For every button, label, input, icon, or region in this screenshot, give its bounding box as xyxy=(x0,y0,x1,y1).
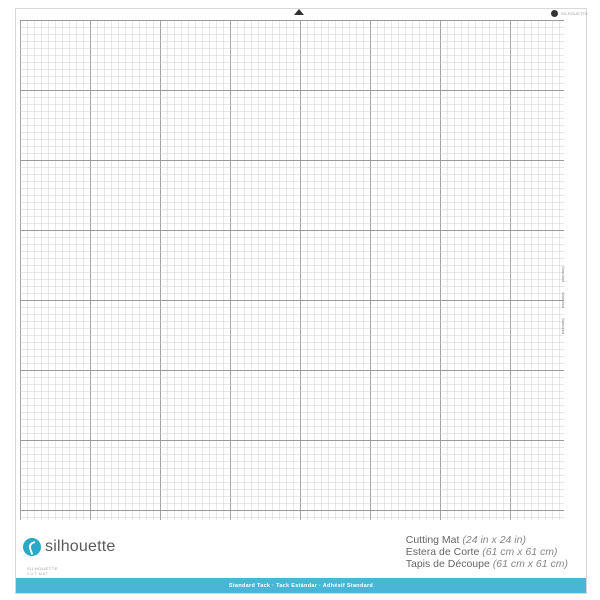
title-line-es xyxy=(406,546,568,558)
brand-name: silhouette xyxy=(45,538,116,555)
side-label: Standard xyxy=(561,266,566,283)
cutting-grid xyxy=(20,20,580,522)
grid-svg xyxy=(20,20,564,520)
tack-level-text: Standard Tack · Tack Estándar · Adhésif Standard xyxy=(228,582,374,589)
brand-small-text: SILHOUETTE xyxy=(27,566,59,571)
side-label: Standard xyxy=(561,318,566,335)
corner-registration-mark xyxy=(551,10,588,17)
title-dimensions: (24 in x 24 in) xyxy=(462,534,526,546)
silhouette-logo-icon xyxy=(23,538,41,556)
registration-dot-icon xyxy=(551,10,558,17)
side-label: Standard xyxy=(561,292,566,309)
title-main: Estera de Corte xyxy=(405,546,483,558)
corner-label: SILHOUETTE xyxy=(561,11,589,16)
side-labels xyxy=(561,266,576,346)
title-line-en xyxy=(406,534,568,546)
title-main: Tapis de Découpe xyxy=(405,558,493,570)
brand-small-text: CUT MAT xyxy=(27,571,49,576)
mat-titles xyxy=(406,534,568,570)
feed-direction-arrow-icon xyxy=(294,9,304,15)
mat-footer xyxy=(16,524,586,580)
brand xyxy=(23,538,116,556)
title-dimensions: (61 cm x 61 cm) xyxy=(492,558,568,570)
title-line-fr xyxy=(406,558,568,570)
tack-level-bar xyxy=(16,578,586,593)
title-main: Cutting Mat xyxy=(405,534,463,546)
title-dimensions: (61 cm x 61 cm) xyxy=(482,546,558,558)
